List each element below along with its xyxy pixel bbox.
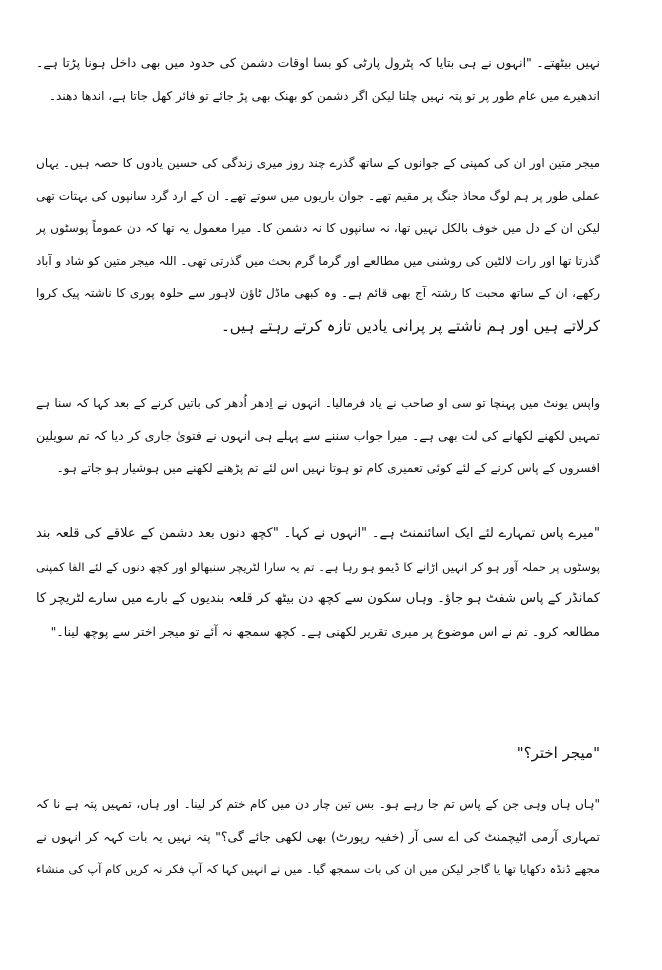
text-line: میجر متین اور ان کی کمپنی کے جوانوں کے ساتھ گذرے چند روز میری زندگی کی حسین یادوں کا حصہ ہیں۔ یہاں	[36, 156, 600, 170]
paragraph-co-sahib	[36, 387, 600, 485]
text-line: افسروں کے پاس کرنے کے لئے کوئی تعمیری کام تو ہوتا نہیں اس لئے تم پڑھنے لکھنے میں ہوشیار ہو جاتے ہو۔	[56, 461, 600, 475]
text-line: واپس یونٹ میں پہنچا تو سی او صاحب نے یاد فرمالیا۔ انہوں نے اِدھر اُدھر کی باتیں کرنے کے بعد کہا کہ سنا ہے	[36, 396, 600, 410]
text-line: پوسٹوں پر حملہ آور ہو کر انہیں اڑانے کا ڈیمو ہو رہا ہے۔ تم یہ سارا لٹریچر سنبھالو اور کچھ دنوں کے لئے الفا کمپنی	[36, 559, 600, 574]
paragraph-major-akhtar-question	[36, 737, 600, 770]
text-line: تمہاری آرمی اٹیچمنٹ کی اے سی آر (خفیہ رپورٹ) بھی لکھی جائے گی؟" پتہ نہیں یہ بات کہہ کر انہوں نے	[36, 828, 600, 844]
text-line: اندھیرے میں عام طور پر تو پتہ نہیں چلتا لیکن اگر دشمن کو بھنک بھی پڑ جائے تو فائر کھل جاتا ہے، اندھا دھند۔	[49, 88, 600, 103]
text-line: "میجر اختر؟"	[516, 744, 600, 762]
text-line: "ہاں ہاں وہی جن کے پاس تم جا رہے ہو۔ بس تین چار دن میں کام ختم کر لینا۔ اور ہاں، تمہیں پتہ ہے نا کہ	[36, 797, 600, 811]
text-line: گذرتا تھا اور رات لالٹین کی روشنی میں مطالعے اور گرما گرم بحث میں گذرتی تھی۔ اللہ میجر متین کو شاد و آباد	[36, 253, 600, 268]
text-line: کرلاتے ہیں اور ہم ناشتے پر پرانی یادیں تازہ کرتے رہتے ہیں۔	[221, 316, 600, 335]
text-line: تمہیں لکھنے لکھانے کی لت بھی ہے۔ میرا جواب سننے سے پہلے ہی انہوں نے فتویٰ جاری کر دیا کہ تم سویلین	[36, 427, 600, 443]
text-line: نہیں بیٹھتے۔ "انہوں نے ہی بتایا کہ پٹرول پارٹی کو بسا اوقات دشمن کی حدود میں بھی داخل ہونا پڑتا ہے۔	[36, 55, 600, 70]
text-line: لیکن ان کے دل میں خوف بالکل نہیں تھا، نہ سانپوں کا نہ دشمن کا۔ میرا معمول یہ تھا کہ دن عموماً پوسٹوں پر	[36, 221, 600, 235]
text-line: عملی طور پر ہم لوگ محاذ جنگ پر مقیم تھے۔ جوان باریوں میں سوتے تھے۔ ان کے ارد گرد سانپوں کی بہتات تھی	[36, 188, 600, 203]
text-line: کمانڈر کے پاس شفٹ ہو جاؤ۔ وہاں سکون سے کچھ دن بیٹھ کر قلعہ بندیوں کے بارے میں سارے لٹریچر کا	[36, 591, 600, 606]
text-line: "میرے پاس تمہارے لئے ایک اسائنمنٹ ہے۔ "انہوں نے کہا۔ "کچھ دنوں بعد دشمن کے علاقے کی قلعہ بند	[36, 526, 600, 541]
paragraph-patrol-party	[36, 47, 600, 112]
paragraph-assignment	[36, 518, 600, 648]
text-line: مطالعہ کرو۔ تم نے اس موضوع پر میری تقریر لکھنی ہے۔ کچھ سمجھ نہ آئے تو میجر اختر سے پوچھ لینا۔"	[50, 623, 600, 639]
text-line: مجھے ڈنڈہ دکھایا تھا یا گاجر لیکن میں ان کی بات سمجھ گیا۔ میں نے انہیں کہا کہ آپ فکر نہ کریں کام آپ کی منشاء	[36, 862, 600, 876]
paragraph-acr-report	[36, 788, 600, 886]
text-line: رکھے، ان کے ساتھ محبت کا رشتہ آج بھی قائم ہے۔ وہ کبھی ماڈل ٹاؤن لاہور سے حلوہ پوری کا ناشتہ پیک کروا	[36, 286, 600, 300]
paragraph-major-mateen	[36, 147, 600, 342]
